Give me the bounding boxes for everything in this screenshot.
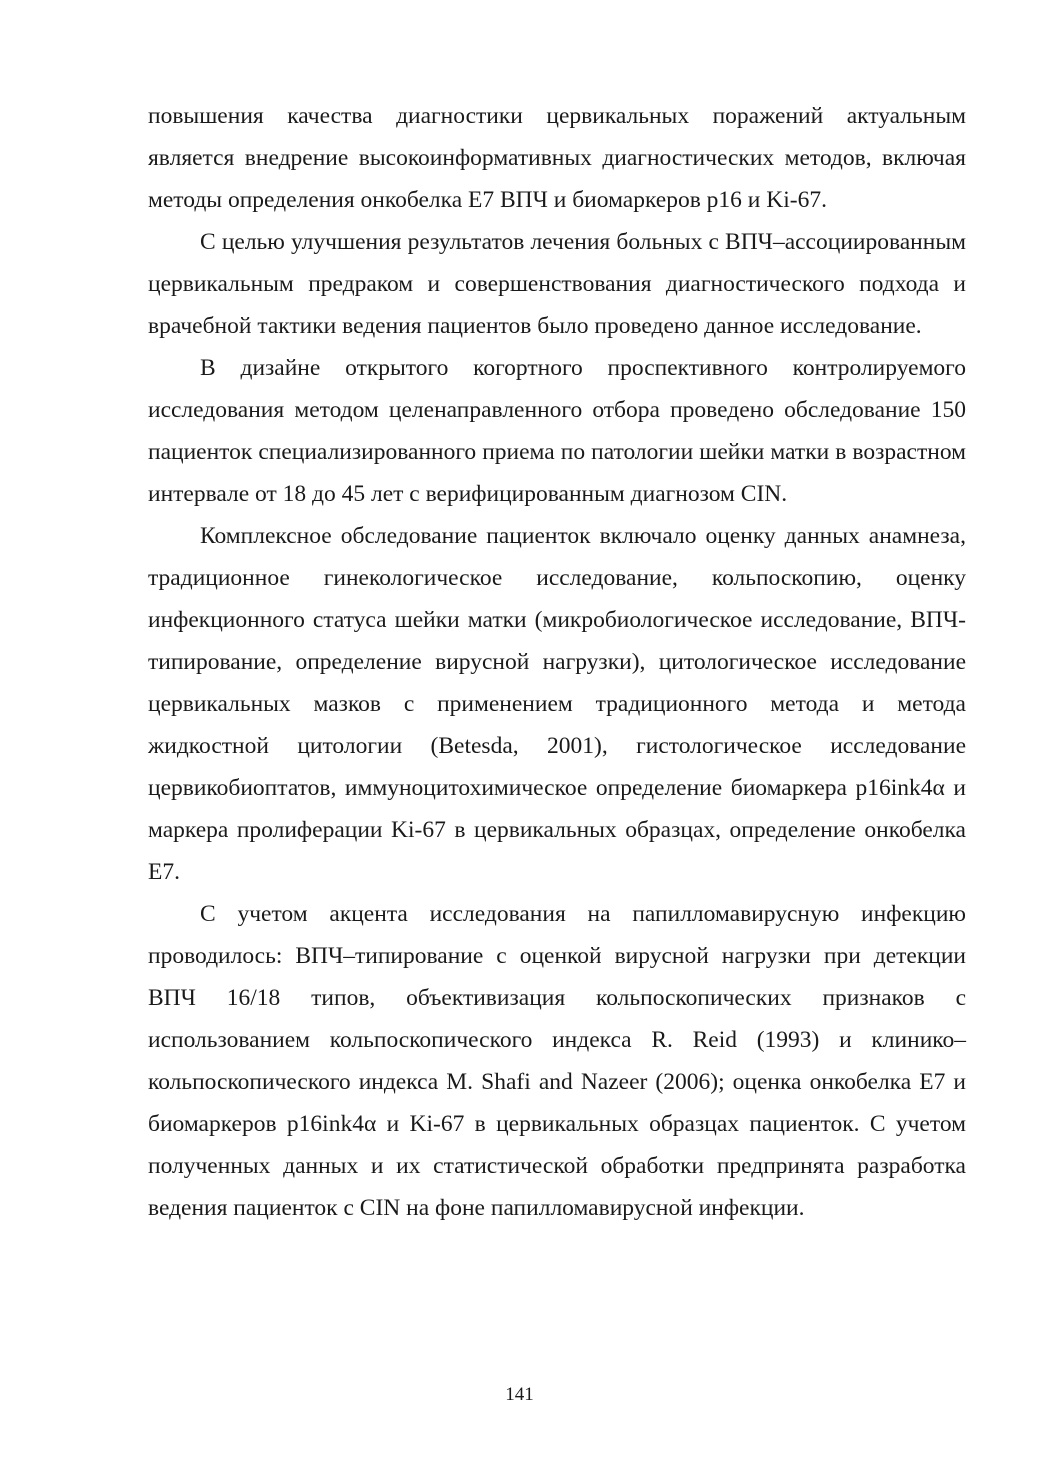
page-number: 141 bbox=[505, 1384, 534, 1405]
paragraph-study-design: В дизайне открытого когортного проспективного контролируемого исследования методом целенаправленного отбора проведено обследование 150 пациенток специализированного приема по патологии шейки матки в возрастном интервале от 18 до 45 лет с верифицированным диагнозом CIN. bbox=[148, 355, 966, 507]
paragraph-examination: Комплексное обследование пациенток включало оценку данных анамнеза, традиционное гинекологическое исследование, кольпоскопию, оценку инфекционного статуса шейки матки (микробиологическое исследование, ВПЧ-типирование, определение вирусной нагрузки), цитологическое исследование цервикальных мазков с применением традиционного метода и метода жидкостной цитологии (Betesda, 2001), гистологическое исследование цервикобиоптатов, иммуноцитохимическое определение биомаркера p16ink4α и маркера пролиферации Ki-67 в цервикальных образцах, определение онкобелка Е7. bbox=[148, 523, 966, 885]
body-text bbox=[148, 95, 966, 1229]
paragraph-hpv-focus: С учетом акцента исследования на папилломавирусную инфекцию проводилось: ВПЧ–типирование с оценкой вирусной нагрузки при детекции ВПЧ 16/18 типов, объективизация кольпоскопических признаков с использованием кольпоскопического индекса R. Reid (1993) и клинико–кольпоскопического индекса M. Shafi and Nazeer (2006); оценка онкобелка Е7 и биомаркеров p16ink4α и Ki-67 в цервикальных образцах пациенток. С учетом полученных данных и их статистической обработки предпринята разработка ведения пациенток с CIN на фоне папилломавирусной инфекции. bbox=[148, 901, 966, 1221]
paragraph-study-aim: С целью улучшения результатов лечения больных с ВПЧ–ассоциированным цервикальным предраком и совершенствования диагностического подхода и врачебной тактики ведения пациентов было проведено данное исследование. bbox=[148, 229, 966, 339]
paragraph-continuation: повышения качества диагностики цервикальных поражений актуальным является внедрение высокоинформативных диагностических методов, включая методы определения онкобелка Е7 ВПЧ и биомаркеров p16 и Ki-67. bbox=[148, 103, 966, 213]
